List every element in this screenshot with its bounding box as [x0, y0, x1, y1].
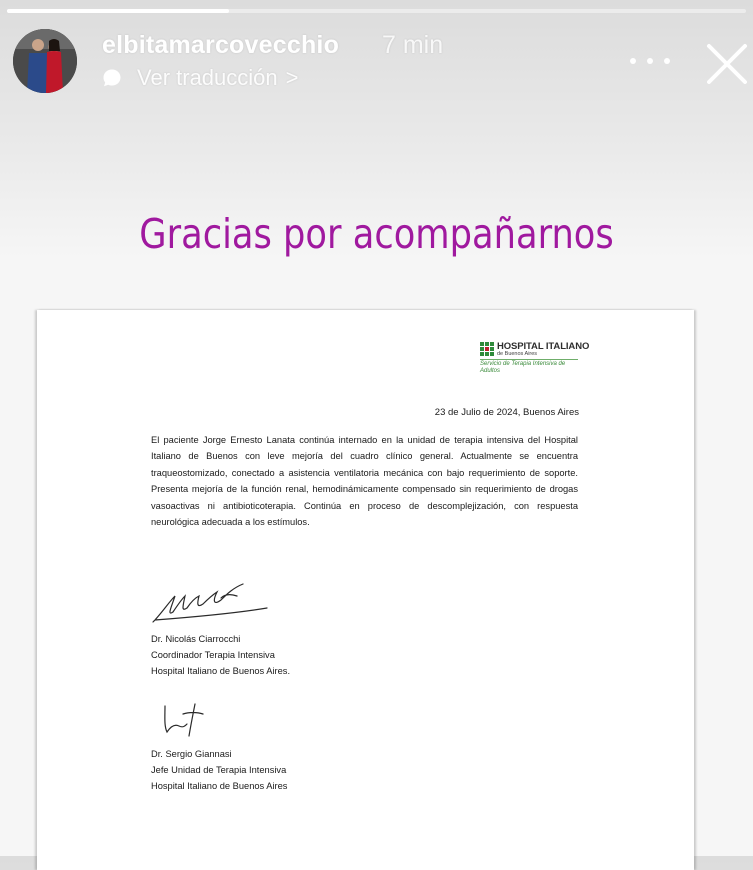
logo-title: HOSPITAL ITALIANO [497, 341, 590, 352]
avatar-photo [13, 29, 77, 93]
see-translation-label: Ver traducción [137, 65, 278, 90]
hospital-logo [480, 342, 610, 375]
signer-role: Jefe Unidad de Terapia Intensiva [151, 765, 287, 776]
medical-report-document [37, 310, 694, 870]
chevron-right-icon: > [285, 65, 299, 90]
story-timestamp: 7 min [382, 31, 444, 59]
see-translation-link[interactable] [102, 65, 299, 91]
hospital-cross-icon [480, 342, 494, 356]
signature-giannasi [161, 700, 211, 740]
logo-divider [480, 359, 578, 360]
signer-name: Dr. Nicolás Ciarrocchi [151, 634, 241, 644]
speech-bubble-icon [102, 68, 122, 88]
signer-institution: Hospital Italiano de Buenos Aires. [151, 666, 291, 677]
more-dot-icon [630, 58, 636, 64]
signature-block-giannasi [151, 746, 287, 795]
close-icon [703, 40, 751, 88]
more-options-button[interactable] [630, 48, 670, 74]
document-date: 23 de Julio de 2024, Buenos Aires [434, 407, 579, 418]
document-body: El paciente Jorge Ernesto Lanata continúa internado en la unidad de terapia intensiva del Hospital Italiano de Buenos con leve mejoría del cuadro clínico general. Actualmente se encuentra traqueostomizado, conectado a asistencia ventilatoria mecánica con bajo requerimiento de soporte. Presenta mejoría de la función renal, hemodinámicamente compensado sin requerimiento de drogas vasoactivas ni antibioticoterapia. Continúa en proceso de descomplejización, con respuesta neurológica adecuada a los estímulos. [151, 435, 578, 528]
story-progress-bar [7, 9, 746, 13]
profile-avatar[interactable] [13, 29, 77, 93]
story-progress-fill [7, 9, 229, 13]
signer-role: Coordinador Terapia Intensiva [151, 650, 275, 661]
more-dot-icon [647, 58, 653, 64]
signature-ciarrocchi [151, 578, 271, 628]
logo-service: Servicio de Terapia Intensiva de Adultos [480, 361, 566, 374]
signer-institution: Hospital Italiano de Buenos Aires [151, 781, 288, 792]
logo-subtitle: de Buenos Aires [497, 351, 538, 357]
more-dot-icon [664, 58, 670, 64]
signature-block-ciarrocchi [151, 631, 290, 680]
close-story-button[interactable] [703, 40, 751, 88]
signer-name: Dr. Sergio Giannasi [151, 749, 232, 759]
story-username[interactable]: elbitamarcovecchio [102, 31, 340, 59]
story-headline: Gracias por acompañarnos [139, 210, 614, 258]
